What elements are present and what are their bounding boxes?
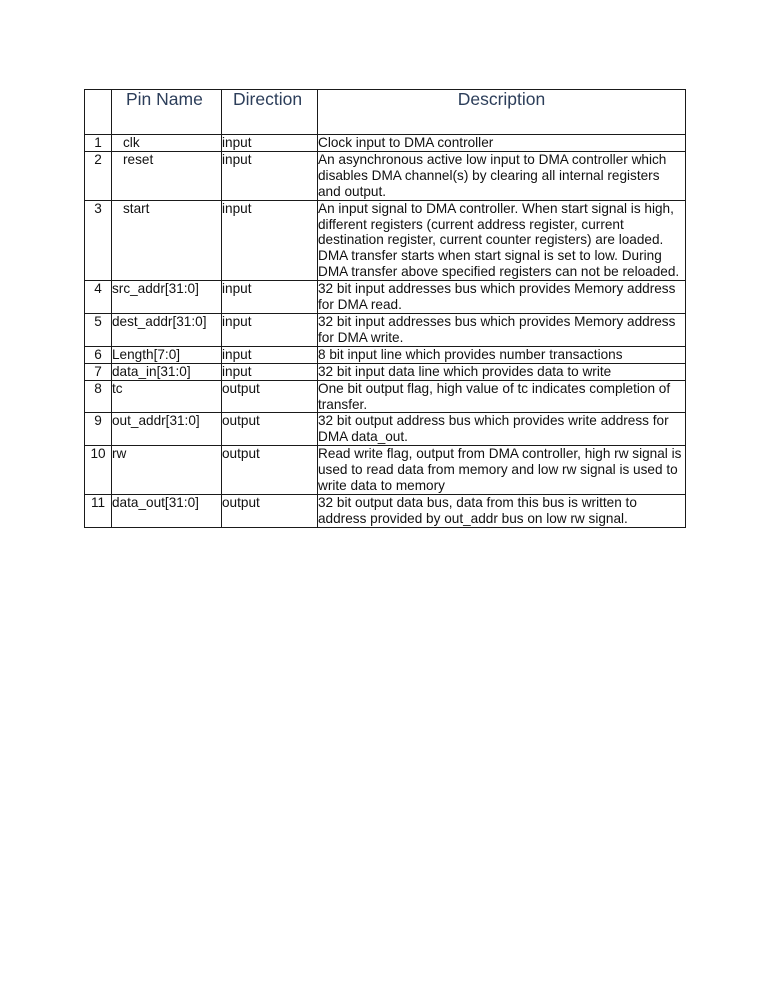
pin-name: start (112, 200, 222, 281)
table-row (85, 200, 686, 281)
pin-direction: output (222, 380, 318, 413)
table-row (85, 346, 686, 363)
pin-description: 8 bit input line which provides number transactions (318, 346, 686, 363)
pin-direction: input (222, 313, 318, 346)
pin-name: dest_addr[31:0] (112, 313, 222, 346)
pin-direction: output (222, 413, 318, 446)
table-row (85, 380, 686, 413)
table-row (85, 151, 686, 200)
pin-direction: input (222, 200, 318, 281)
pin-name: data_out[31:0] (112, 494, 222, 527)
table-row (85, 135, 686, 152)
table-row (85, 446, 686, 495)
pin-description: 32 bit input addresses bus which provides Memory address for DMA read. (318, 281, 686, 314)
header-pin-name: Pin Name (112, 90, 222, 135)
pin-name: tc (112, 380, 222, 413)
pin-direction: input (222, 346, 318, 363)
pin-direction: output (222, 446, 318, 495)
pin-description: One bit output flag, high value of tc indicates completion of transfer. (318, 380, 686, 413)
pin-description: 32 bit input addresses bus which provides Memory address for DMA write. (318, 313, 686, 346)
header-row (85, 90, 686, 135)
pin-name: out_addr[31:0] (112, 413, 222, 446)
table-row (85, 413, 686, 446)
pin-direction: input (222, 151, 318, 200)
row-number: 7 (85, 363, 112, 380)
row-number: 5 (85, 313, 112, 346)
pin-description: Clock input to DMA controller (318, 135, 686, 152)
pin-description: 32 bit output address bus which provides write address for DMA data_out. (318, 413, 686, 446)
pin-name: clk (112, 135, 222, 152)
pin-table (84, 89, 686, 528)
table-row (85, 494, 686, 527)
header-description: Description (318, 90, 686, 135)
pin-direction: input (222, 135, 318, 152)
pin-name: src_addr[31:0] (112, 281, 222, 314)
row-number: 8 (85, 380, 112, 413)
row-number: 2 (85, 151, 112, 200)
pin-name: data_in[31:0] (112, 363, 222, 380)
pin-description: Read write flag, output from DMA controller, high rw signal is used to read data from memory and low rw signal is used to write data to memory (318, 446, 686, 495)
row-number: 4 (85, 281, 112, 314)
row-number: 9 (85, 413, 112, 446)
pin-name: Length[7:0] (112, 346, 222, 363)
pin-direction: output (222, 494, 318, 527)
pin-description: 32 bit input data line which provides data to write (318, 363, 686, 380)
row-number: 1 (85, 135, 112, 152)
pin-name: reset (112, 151, 222, 200)
pin-direction: input (222, 281, 318, 314)
pin-description: An input signal to DMA controller. When start signal is high, different registers (current address register, current destination register, current counter registers) are loaded. DMA transfer starts when start signal is set to low. During DMA transfer above specified registers can not be reloaded. (318, 200, 686, 281)
pin-name: rw (112, 446, 222, 495)
table-row (85, 313, 686, 346)
header-number (85, 90, 112, 135)
row-number: 6 (85, 346, 112, 363)
pin-description: 32 bit output data bus, data from this bus is written to address provided by out_addr bus on low rw signal. (318, 494, 686, 527)
table-row (85, 281, 686, 314)
table-body (85, 135, 686, 528)
pin-description: An asynchronous active low input to DMA controller which disables DMA channel(s) by clearing all internal registers and output. (318, 151, 686, 200)
row-number: 10 (85, 446, 112, 495)
table-header (85, 90, 686, 135)
pin-direction: input (222, 363, 318, 380)
table-row (85, 363, 686, 380)
row-number: 3 (85, 200, 112, 281)
header-direction: Direction (222, 90, 318, 135)
row-number: 11 (85, 494, 112, 527)
